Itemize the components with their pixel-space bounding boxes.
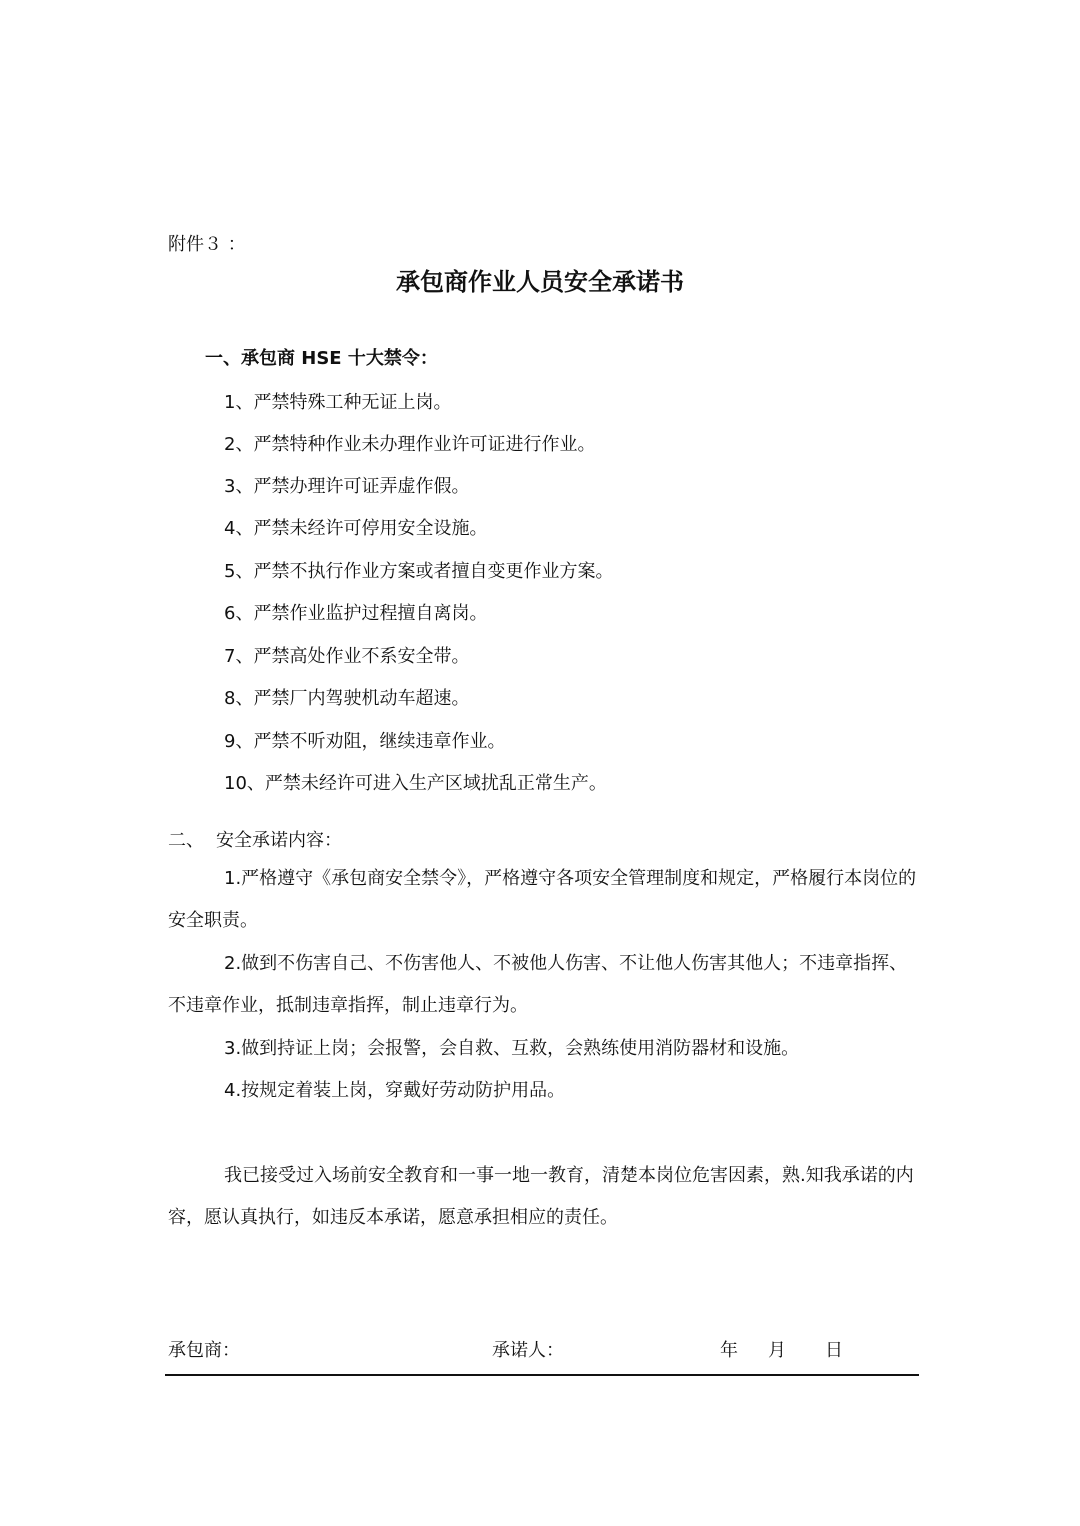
declaration-paragraph: 我已接受过入场前安全教育和一事一地一教育，清楚本岗位危害因素，熟.知我承诺的内容，愿认真执行，如违反本承诺，愿意承担相应的责任。 [168,1165,914,1228]
prohibition-item-4: 4、严禁未经许可停用安全设施。 [224,518,488,539]
signature-divider [165,1374,919,1376]
commitment-paragraph-2: 2.做到不伤害自己、不伤害他人、不被他人伤害、不让他人伤害其他人；不违章指挥、不违章作业，抵制违章指挥，制止违章行为。 [168,953,908,1016]
prohibition-item-7: 7、严禁高处作业不系安全带。 [224,646,470,667]
contractor-label: 承包商： [168,1340,240,1361]
prohibition-item-2: 2、严禁特种作业未办理作业许可证进行作业。 [224,434,596,455]
prohibition-item-6: 6、严禁作业监护过程擅自离岗。 [224,603,488,624]
day-label: 日 [825,1340,843,1361]
annex-label: 附件３ ： [168,234,246,255]
section2-number: 二、 [168,830,204,851]
prohibition-item-9: 9、严禁不听劝阻，继续违章作业。 [224,731,506,752]
page-title: 承包商作业人员安全承诺书 [396,268,684,296]
section2-heading [168,826,342,852]
commitment-paragraph-1: 1.严格遵守《承包商安全禁令》，严格遵守各项安全管理制度和规定，严格履行本岗位的安全职责。 [168,868,917,931]
year-label: 年 [720,1340,738,1361]
prohibition-item-1: 1、严禁特殊工种无证上岗。 [224,392,452,413]
prohibition-item-5: 5、严禁不执行作业方案或者擅自变更作业方案。 [224,561,614,582]
prohibition-item-3: 3、严禁办理许可证弄虚作假。 [224,476,470,497]
section1-heading: 一、承包商 HSE 十大禁令： [205,348,438,369]
section2-title: 安全承诺内容： [216,830,342,851]
promiser-label: 承诺人： [492,1340,564,1361]
month-label: 月 [768,1340,786,1361]
prohibition-item-8: 8、严禁厂内驾驶机动车超速。 [224,688,470,709]
prohibition-item-10: 10、严禁未经许可进入生产区域扰乱正常生产。 [224,773,607,794]
commitment-paragraph-3: 3.做到持证上岗；会报警，会自救、互救，会熟练使用消防器材和设施。 [224,1038,800,1059]
commitment-paragraph-4: 4.按规定着装上岗，穿戴好劳动防护用品。 [224,1080,566,1101]
